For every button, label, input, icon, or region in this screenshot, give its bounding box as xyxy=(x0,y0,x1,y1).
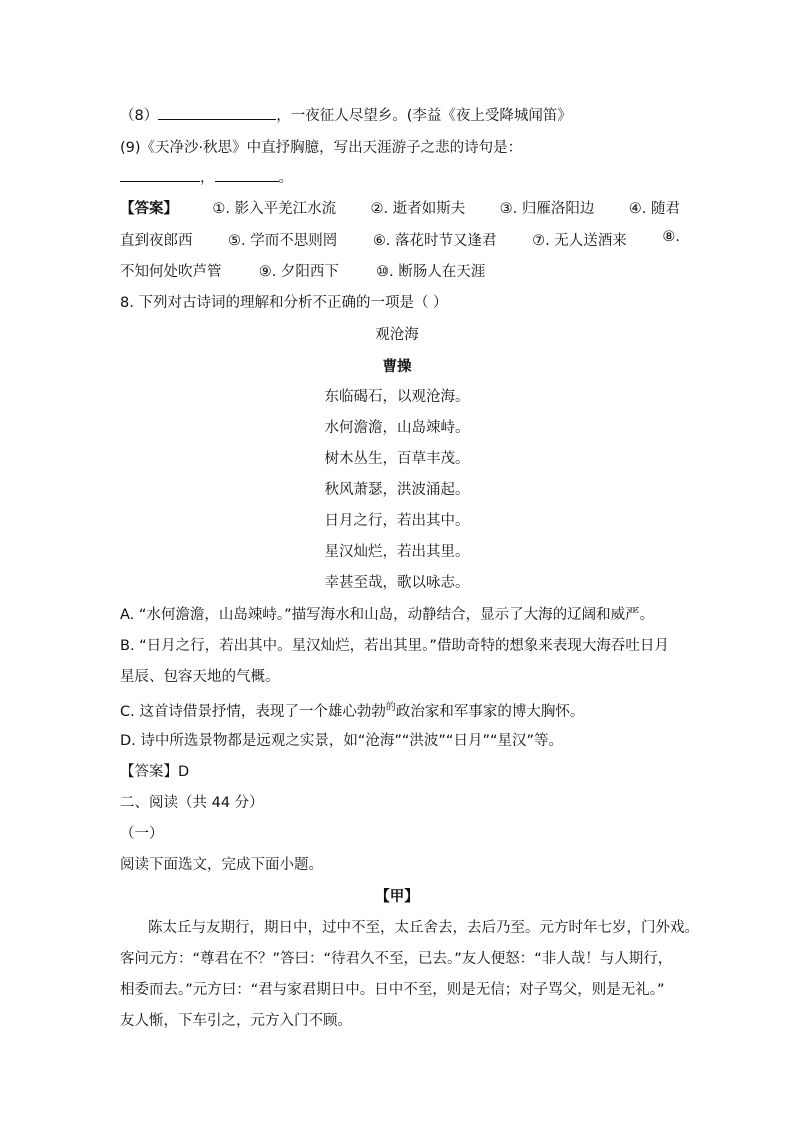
answer-label: 【答案】 xyxy=(120,201,178,217)
item-9-blank-1 xyxy=(120,167,200,182)
answer-item: 不知何处吹芦管 xyxy=(120,264,222,280)
option-c-text-1: C. 这首诗借景抒情，表现了一个雄心勃勃 xyxy=(120,704,386,720)
passage-line xyxy=(120,916,699,937)
option-c-superscript: 的 xyxy=(385,702,396,713)
poem-line: 日月之行，若出其中。 xyxy=(324,513,470,529)
question-item-9: (9)《天净沙·秋思》中直抒胸臆，写出天涯游子之悲的诗句是： xyxy=(120,140,523,156)
item-9-end: 。 xyxy=(278,170,293,186)
answer-item: ⑩. 断肠人在天涯 xyxy=(376,264,486,280)
section-2-heading: 二、阅读（共 44 分） xyxy=(120,795,264,811)
option-c xyxy=(120,700,584,721)
passage-line: 相委而去。”元方曰：“君与家君期日中。日中不至，则是无信；对子骂父，则是无礼。” xyxy=(120,982,665,998)
question-8-answer: 【答案】D xyxy=(120,764,190,780)
answer-item: ⑦. 无人送酒来 xyxy=(532,233,627,249)
poem-line: 树木丛生，百草丰茂。 xyxy=(324,451,470,467)
item-9-separator: ， xyxy=(200,170,215,186)
option-a: A. “水何澹澹，山岛竦峙。”描写海水和山岛，动静结合，显示了大海的辽阔和威严。 xyxy=(120,607,655,623)
passage-text: 陈太丘与友期行，期日中，过中不至，太丘舍去，去后乃至。元方时年七岁，门外戏。 xyxy=(148,920,699,936)
reading-instruction: 阅读下面选文，完成下面小题。 xyxy=(120,857,323,873)
passage-label-jia: 【甲】 xyxy=(375,889,419,905)
question-item-8 xyxy=(120,104,572,125)
passage-line: 客问元方：“尊君在不？”答曰：“待君久不至，已去。”友人便怒：“非人哉！与人期行， xyxy=(120,951,673,967)
answer-item: ⑧. xyxy=(662,229,680,245)
poem-line: 幸甚至哉，歌以咏志。 xyxy=(324,575,470,591)
item-9-blanks xyxy=(120,166,293,187)
item-9-blank-2 xyxy=(215,167,279,182)
answer-7-row-1 xyxy=(120,197,680,218)
answer-item: ①. 影入平羌江水流 xyxy=(212,201,337,217)
section-2-subheading: （一） xyxy=(120,826,164,842)
poem-line: 秋风萧瑟，洪波涌起。 xyxy=(324,482,470,498)
question-8-stem: 8. 下列对古诗词的理解和分析不正确的一项是（ ） xyxy=(120,295,448,311)
poem-author: 曹操 xyxy=(382,359,412,375)
item-8-blank xyxy=(158,105,276,120)
poem-line: 水何澹澹，山岛竦峙。 xyxy=(324,420,470,436)
poem-line: 东临碣石，以观沧海。 xyxy=(324,389,470,405)
answer-item: ⑨. 夕阳西下 xyxy=(258,264,339,280)
passage-line: 友人惭，下车引之，元方入门不顾。 xyxy=(120,1013,352,1029)
answer-item: ③. 归雁洛阳边 xyxy=(499,201,595,217)
poem-line: 星汉灿烂，若出其里。 xyxy=(324,544,470,560)
answer-item: 直到夜郎西 xyxy=(120,233,193,249)
item-8-text: ，一夜征人尽望乡。(李益《夜上受降城闻笛》 xyxy=(276,108,572,124)
option-d: D. 诗中所选景物都是远观之实景，如“沧海”“洪波”“日月”“星汉”等。 xyxy=(120,733,563,749)
answer-7-row-2 xyxy=(120,229,680,250)
item-8-number: （8） xyxy=(120,108,159,124)
answer-item: ②. 逝者如斯夫 xyxy=(370,201,466,217)
option-b-line-2: 星辰、包容天地的气概。 xyxy=(120,669,280,685)
answer-item: ⑥. 落花时节又逢君 xyxy=(372,233,497,249)
answer-item: ④. 随君 xyxy=(628,201,680,217)
answer-item: ⑤. 学而不思则罔 xyxy=(228,233,338,249)
answer-7-row-3 xyxy=(120,260,485,281)
option-c-text-2: 政治家和军事家的博大胸怀。 xyxy=(395,704,585,720)
option-b-line-1: B. “日月之行，若出其中。星汉灿烂，若出其里。”借助奇特的想象来表现大海吞吐日月 xyxy=(120,638,669,654)
poem-title: 观沧海 xyxy=(375,327,419,343)
